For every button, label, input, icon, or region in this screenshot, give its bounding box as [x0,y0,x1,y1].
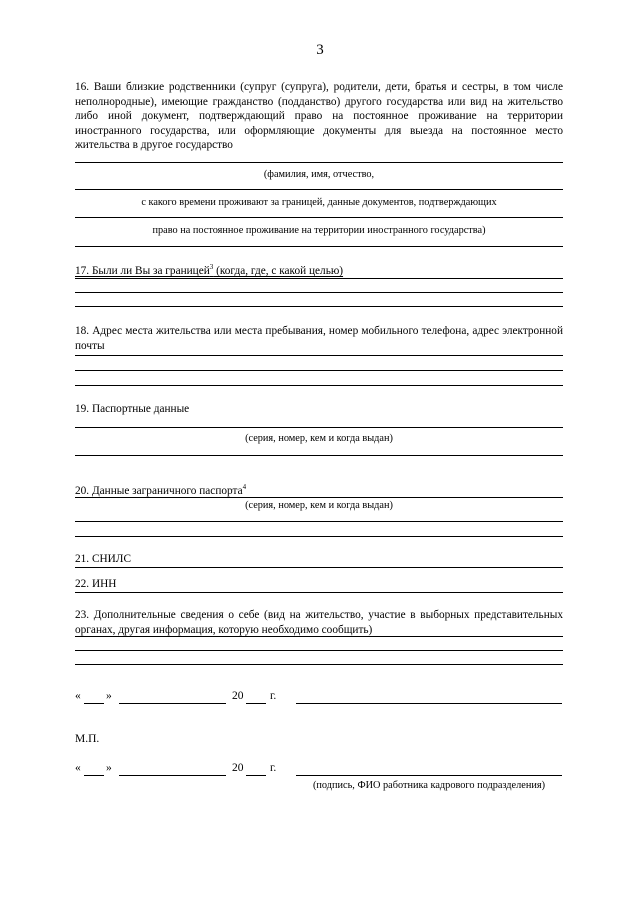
q17-line-1[interactable] [75,278,563,279]
q23-text: 23. Дополнительные сведения о себе (вид на жительство, участие в выборных представительных органах, другая информация, которую необходимо сообщить) [75,609,563,636]
date-year-field-2[interactable] [246,775,266,776]
footnote-3: 3 [209,263,214,272]
q21-line[interactable] [75,567,563,568]
date-year-suffix-1: г. [270,690,277,702]
q18-line-1[interactable] [75,355,563,356]
signature-hint: (подпись, ФИО работника кадрового подразделения) [312,780,546,791]
q16-line-4[interactable] [75,246,563,247]
q17-line-2[interactable] [75,292,563,293]
date-close-quote-1: » [106,690,112,702]
q16-hint-2: с какого времени проживают за границей, данные документов, подтверждающих [141,197,497,208]
date-open-quote-2: « [75,762,81,774]
q16-text: 16. Ваши близкие родственники (супруг (супруга), родители, дети, братья и сестры, в том числе неполнородные), имеющие гражданство (подданство) другого государства или вид на жительство либо иной документ, подтверждающий право на постоянное проживание на территории иностранного государства, или оформляющие документы для выезда на постоянное место жительства в другое государство [75,81,563,152]
q18-line-2[interactable] [75,370,563,371]
q18-line-3[interactable] [75,385,563,386]
date-year-field-1[interactable] [246,703,266,704]
q19-line-2[interactable] [75,455,563,456]
q16-hint-3: право на постоянное проживание на территории иностранного государства) [152,225,486,236]
q16-line-2[interactable] [75,189,563,190]
q20-hint: (серия, номер, кем и когда выдан) [245,500,393,511]
date-year-suffix-2: г. [270,762,277,774]
q19-line-1[interactable] [75,427,563,428]
q20-line-1[interactable] [75,497,563,498]
q16-line-1[interactable] [75,162,563,163]
stamp-label: М.П. [75,733,100,745]
q21-label: 21. СНИЛС [75,553,131,565]
signature-field-2[interactable] [296,775,562,776]
q20-line-3[interactable] [75,536,563,537]
q19-label: 19. Паспортные данные [75,403,190,415]
date-day-field-1[interactable] [84,703,104,704]
q16-hint-1: (фамилия, имя, отчество, [263,169,375,180]
q23-line-1[interactable] [75,636,563,637]
q20-label: 20. Данные заграничного паспорта$^4$ [75,483,247,497]
q17-label: 17. Были ли Вы за границей$^3$ (когда, где, с какой целью) [75,263,344,277]
date-year-prefix-2: 20 [232,762,244,774]
q17-line-3[interactable] [75,306,563,307]
q16-line-3[interactable] [75,217,563,218]
date-close-quote-2: » [106,762,112,774]
q22-label: 22. ИНН [75,578,117,590]
q22-line[interactable] [75,592,563,593]
date-day-field-2[interactable] [84,775,104,776]
date-month-field-1[interactable] [119,703,226,704]
page-number: 3 [316,42,324,58]
q19-hint: (серия, номер, кем и когда выдан) [245,433,393,444]
q23-line-2[interactable] [75,650,563,651]
date-open-quote-1: « [75,690,81,702]
footnote-4: 4 [242,483,247,492]
date-year-prefix-1: 20 [232,690,244,702]
q18-text: 18. Адрес места жительства или места пребывания, номер мобильного телефона, адрес электронной почты [75,325,563,352]
date-month-field-2[interactable] [119,775,226,776]
q23-line-3[interactable] [75,664,563,665]
q20-line-2[interactable] [75,521,563,522]
signature-field-1[interactable] [296,703,562,704]
